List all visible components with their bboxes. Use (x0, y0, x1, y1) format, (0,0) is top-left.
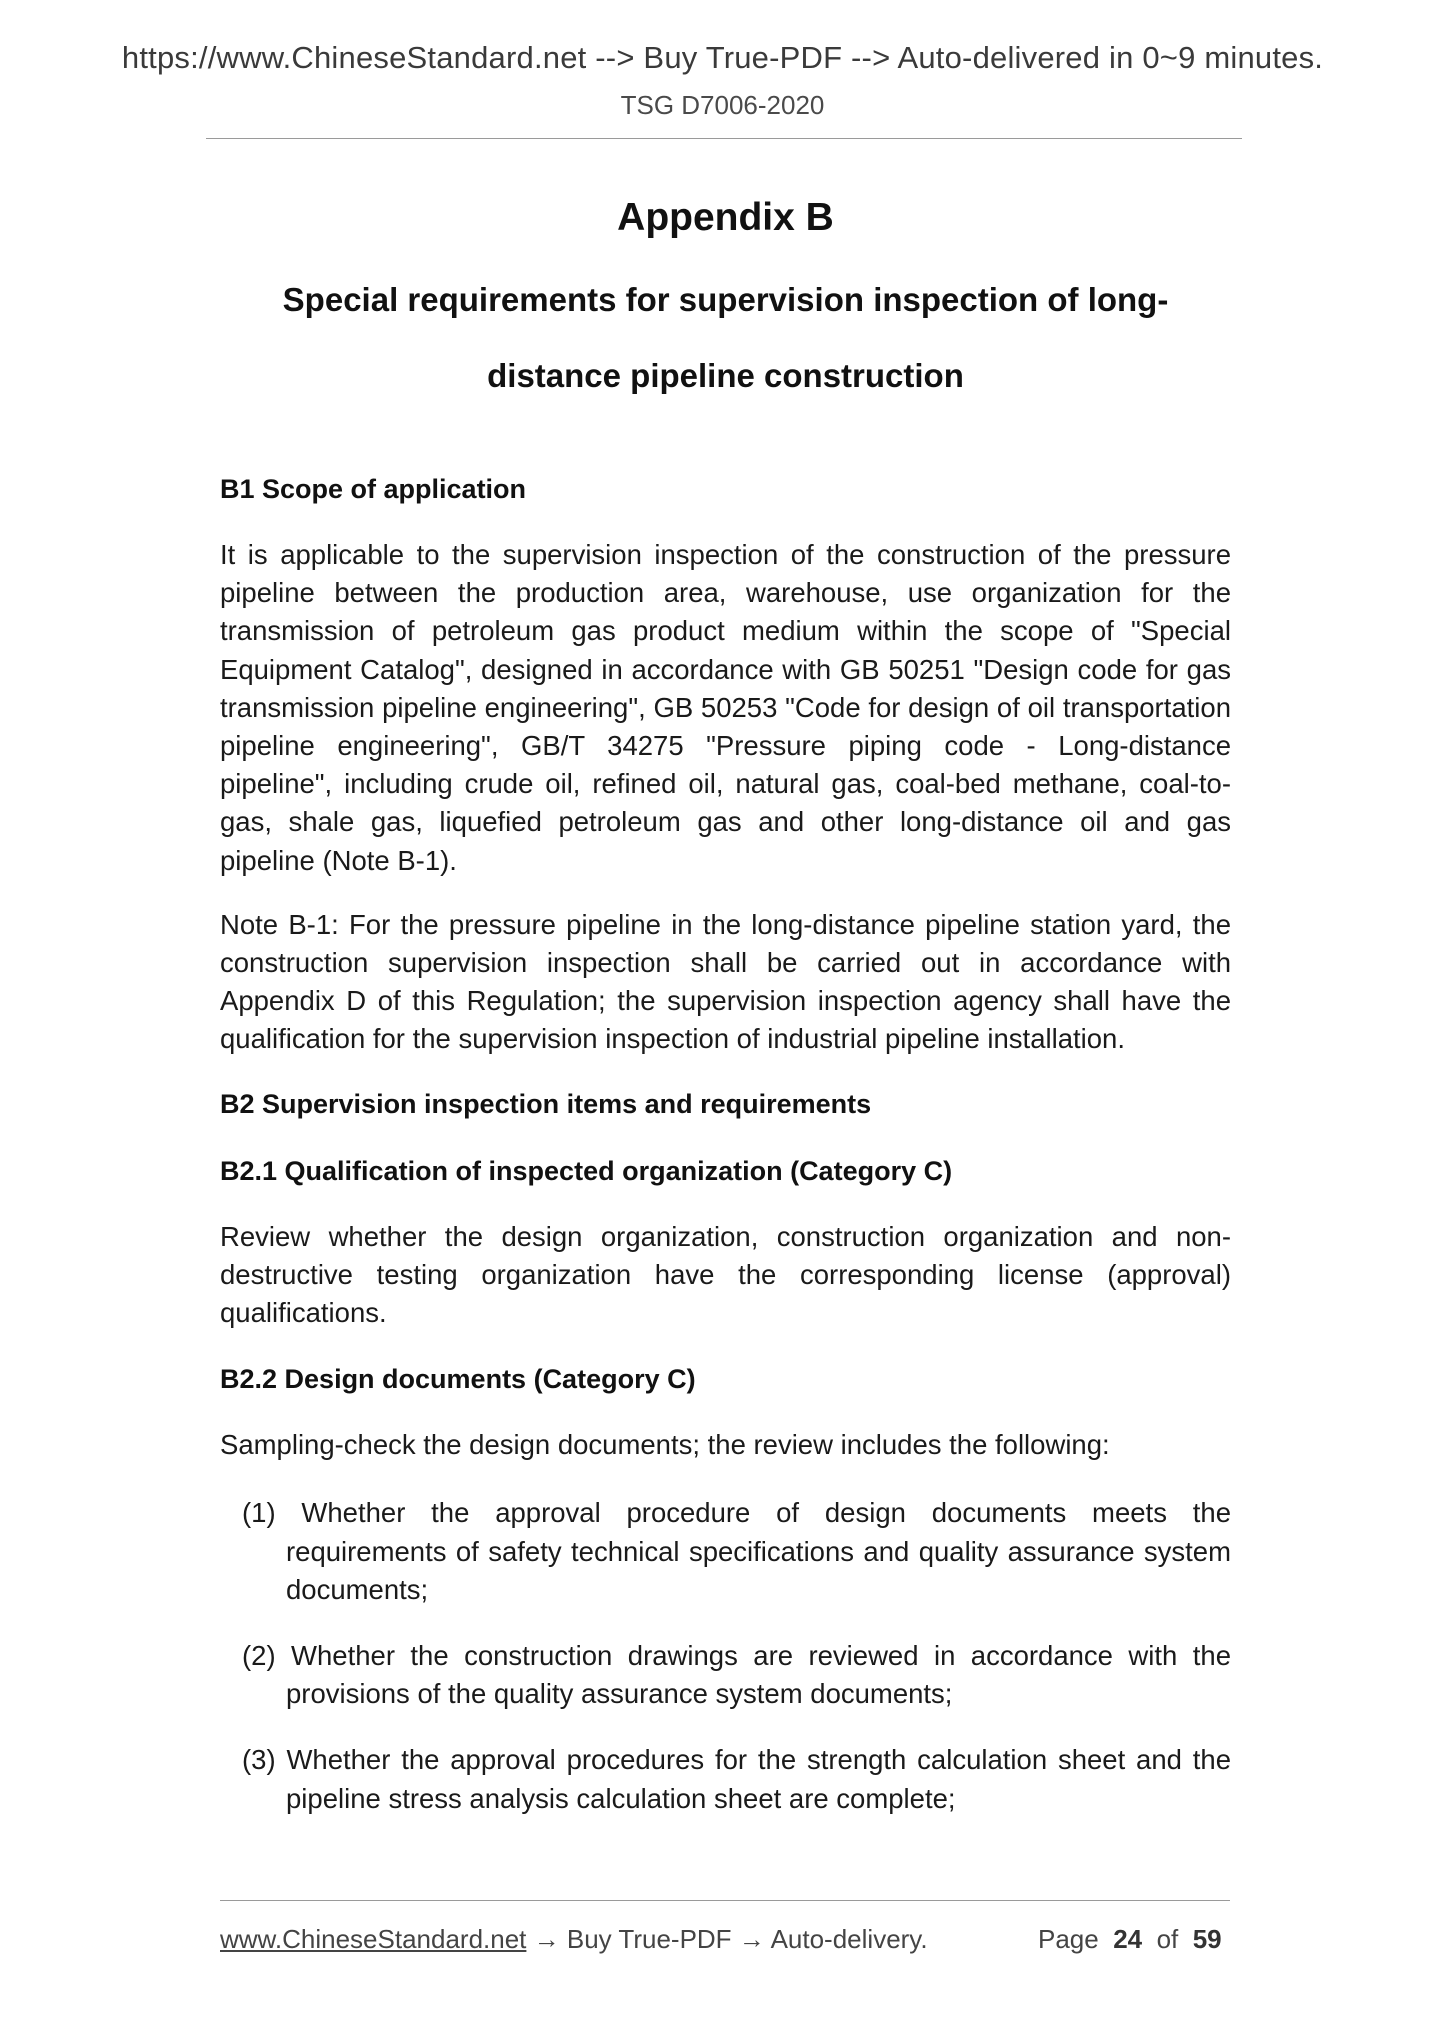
footer-promo (220, 1924, 928, 1955)
section-b1-body: It is applicable to the supervision inspection of the construction of the pressure pipeline between the production area, warehouse, use organization for the transmission of petroleum gas product medium within the scope of "Special Equipment Catalog", designed in accordance with GB 50251 "Design code for gas transmission pipeline engineering", GB 50253 "Code for design of oil transportation pipeline engineering", GB/T 34275 "Pressure piping code - Long-distance pipeline", including crude oil, refined oil, natural gas, coal-bed methane, coal-to-gas, shale gas, liquefied petroleum gas and other long-distance oil and gas pipeline (Note B-1). (220, 539, 1231, 876)
section-b1-heading: B1 Scope of application (220, 474, 527, 504)
section-b2-heading: B2 Supervision inspection items and requirements (220, 1088, 872, 1119)
section-b22-intro: Sampling-check the design documents; the review includes the following: (220, 1429, 1110, 1461)
footer-website-link[interactable]: www.ChineseStandard.net (220, 1924, 527, 1954)
appendix-title: Appendix B (617, 196, 834, 239)
page-total-number: 59 (1192, 1924, 1222, 1954)
document-code: TSG D7006-2020 (620, 90, 825, 120)
top-banner: https://www.ChineseStandard.net --> Buy True-PDF --> Auto-delivered in 0~9 minutes. (121, 40, 1324, 75)
appendix-subtitle-line-1: Special requirements for supervision inspection of long- (282, 281, 1169, 318)
page-indicator (1038, 1924, 1222, 1955)
list-item: (2) Whether the construction drawings are reviewed in accordance with the provisions of the quality assurance system documents; (242, 1640, 1231, 1710)
section-b22-heading: B2.2 Design documents (Category C) (220, 1364, 696, 1395)
appendix-subtitle-line-2: distance pipeline construction (487, 357, 964, 394)
page-content (220, 178, 1231, 1818)
list-item: (3) Whether the approval procedures for the strength calculation sheet and the pipeline stress analysis calculation sheet are complete; (242, 1744, 1231, 1814)
footer-divider (220, 1900, 1230, 1901)
footer-promo-text: → Buy True-PDF → Auto-delivery. (526, 1924, 928, 1954)
header-divider (206, 138, 1242, 139)
page-of-label: of (1156, 1924, 1179, 1954)
appendix-subtitle (220, 262, 1231, 414)
page-current-number: 24 (1113, 1924, 1143, 1954)
page-label: Page (1038, 1924, 1099, 1954)
note-b1: Note B-1: For the pressure pipeline in the long-distance pipeline station yard, the construction supervision inspection shall be carried out in accordance with Appendix D of this Regulation; the supervision inspection agency shall have the qualification for the supervision inspection of industrial pipeline installation. (220, 908, 1231, 1055)
section-b21-body: Review whether the design organization, construction organization and non-destructive testing organization have the corresponding license (approval) qualifications. (220, 1220, 1231, 1329)
list-item: (1) Whether the approval procedure of design documents meets the requirements of safety technical specifications and quality assurance system documents; (242, 1497, 1231, 1605)
section-b21-heading: B2.1 Qualification of inspected organization (Category C) (220, 1155, 953, 1186)
